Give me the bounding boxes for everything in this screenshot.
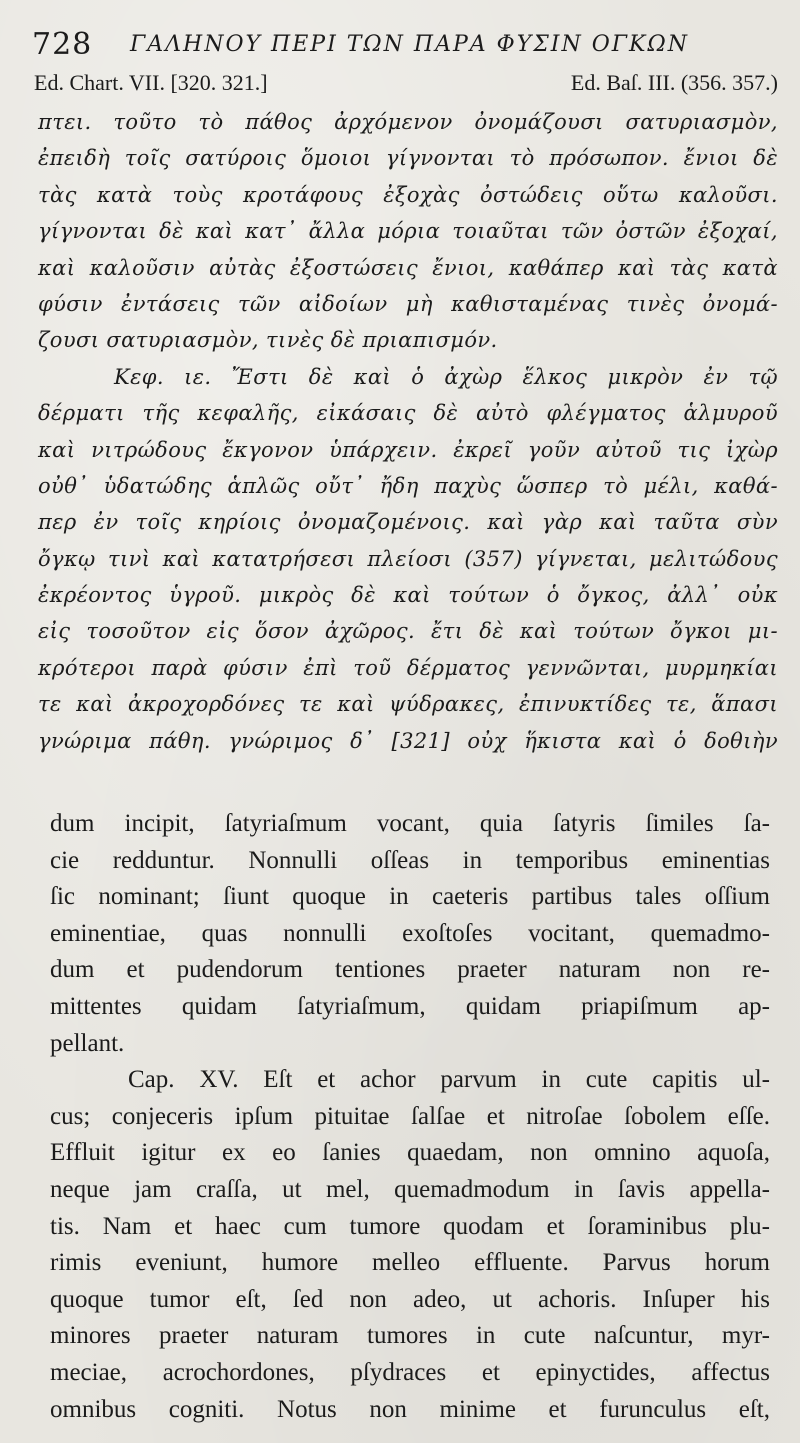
page-header [30, 24, 770, 64]
greek-text-block [38, 104, 778, 759]
greek-text-line: γνώριμα πάθη. γνώριμος δ᾽ [321] οὐχ ἥκιστα καὶ ὁ δοθιὴν [38, 728, 778, 753]
greek-text-line: κρότεροι παρὰ φύσιν ἐπὶ τοῦ δέρματος γεννῶνται, μυρμηκίαι [38, 655, 778, 680]
edition-basel-reference: Ed. Baſ. III. (356. 357.) [570, 70, 778, 95]
greek-text-line: οὐθ᾽ ὑδατώδης ἁπλῶς οὔτ᾽ ἤδη παχὺς ὥσπερ τὸ μέλι, καθά- [38, 473, 778, 498]
latin-text-line: omnibus cogniti. Notus non minime et furunculus eſt, [50, 1395, 770, 1423]
greek-text-line: ἐπειδὴ τοῖς σατύροις ὅμοιοι γίγνονται τὸ πρόσωπον. ἔνιοι δὲ [38, 146, 778, 171]
greek-text-line: ὄγκῳ τινὶ καὶ κατατρήσεσι πλείοσι (357) γίγνεται, μελιτώδους [38, 546, 778, 571]
latin-text-line: quoque tumor eſt, ſed non adeo, ut achoris. Inſuper his [50, 1285, 770, 1313]
latin-text-line: Effluit igitur ex eo ſanies quaedam, non omnino aquoſa, [50, 1139, 770, 1167]
greek-text-line: καὶ καλοῦσιν αὐτὰς ἐξοστώσεις ἔνιοι, καθάπερ καὶ τὰς κατὰ [38, 255, 778, 280]
latin-text-line: pellant. [50, 1029, 125, 1057]
greek-text-line: εἰς τοσοῦτον εἰς ὅσον ἀχῶρος. ἔτι δὲ καὶ τούτων ὄγκοι μι- [38, 619, 778, 644]
greek-text-line: ἐκρέοντος ὑγροῦ. μικρὸς δὲ καὶ τούτων ὁ ὄγκος, ἀλλ᾽ οὐκ [38, 583, 778, 608]
edition-chartier-reference: Ed. Chart. VII. [320. 321.] [34, 70, 268, 95]
latin-text-line: minores praeter naturam tumores in cute naſcuntur, myr- [50, 1322, 770, 1350]
latin-text-line: eminentiae, quas nonnulli exoſtoſes vocitant, quemadmo- [50, 919, 770, 947]
edition-reference-line [30, 68, 780, 96]
latin-text-line: meciae, acrochordones, pſydraces et epinyctides, affectus [50, 1358, 770, 1386]
latin-text-line: dum et pudendorum tentiones praeter naturam non re- [50, 956, 770, 984]
running-title: ΓΑΛΗΝΟΥ ΠΕΡΙ ΤΩΝ ΠΑΡΑ ΦΥΣΙΝ ΟΓΚΩΝ [130, 32, 689, 57]
greek-text-line: τε καὶ ἀκροχορδόνες τε καὶ ψύδρακες, ἐπινυκτίδες τε, ἅπασι [38, 692, 778, 717]
latin-text-line: cie redduntur. Nonnulli oſſeas in temporibus eminentias [50, 846, 770, 874]
greek-text-line: φύσιν ἐντάσεις τῶν αἰδοίων μὴ καθισταμένας τινὲς ὀνομά- [38, 291, 778, 316]
greek-chapter-heading-line: Κεφ. ιε. Ἔστι δὲ καὶ ὁ ἀχὼρ ἕλκος μικρὸν ἐν τῷ [114, 364, 778, 389]
latin-text-line: tis. Nam et haec cum tumore quodam et ſoraminibus plu- [50, 1212, 770, 1240]
greek-text-line: περ ἐν τοῖς κηρίοις ὀνομαζομένοις. καὶ γὰρ καὶ ταῦτα σὺν [38, 510, 778, 535]
greek-text-line: πτει. τοῦτο τὸ πάθος ἀρχόμενον ὀνομάζουσι σατυριασμὸν, [38, 110, 778, 134]
greek-text-line: τὰς κατὰ τοὺς κροτάφους ἐξοχὰς ὀστώδεις οὕτω καλοῦσι. [38, 182, 778, 207]
page-number: 728 [32, 27, 93, 62]
greek-text-line: καὶ νιτρώδους ἔκγονον ὑπάρχειν. ἐκρεῖ γοῦν αὐτοῦ τις ἰχὼρ [38, 437, 778, 462]
latin-text-line: neque jam craſſa, ut mel, quemadmodum in ſavis appella- [50, 1175, 770, 1203]
latin-text-line: rimis eveniunt, humore melleo effluente. Parvus horum [50, 1249, 770, 1277]
latin-text-line: ſic nominant; ſiunt quoque in caeteris partibus tales oſſium [50, 883, 770, 911]
latin-text-line: mittentes quidam ſatyriaſmum, quidam priapiſmum ap- [50, 992, 770, 1020]
latin-text-block [50, 806, 770, 1428]
greek-text-line: δέρματι τῆς κεφαλῆς, εἰκάσαις δὲ αὐτὸ φλέγματος ἁλμυροῦ [38, 401, 778, 426]
greek-text-line: γίγνονται δὲ καὶ κατ᾽ ἄλλα μόρια τοιαῦται τῶν ὀστῶν ἐξοχαί, [38, 219, 778, 244]
latin-text-line: dum incipit, ſatyriaſmum vocant, quia ſatyris ſimiles ſa- [50, 810, 770, 837]
greek-text-line: ζουσι σατυριασμὸν, τινὲς δὲ πριαπισμόν. [38, 328, 498, 353]
latin-chapter-heading-line: Cap. XV. Eſt et achor parvum in cute capitis ul- [128, 1066, 770, 1094]
latin-text-line: cus; conjeceris ipſum pituitae ſalſae et nitroſae ſobolem eſſe. [50, 1102, 770, 1130]
